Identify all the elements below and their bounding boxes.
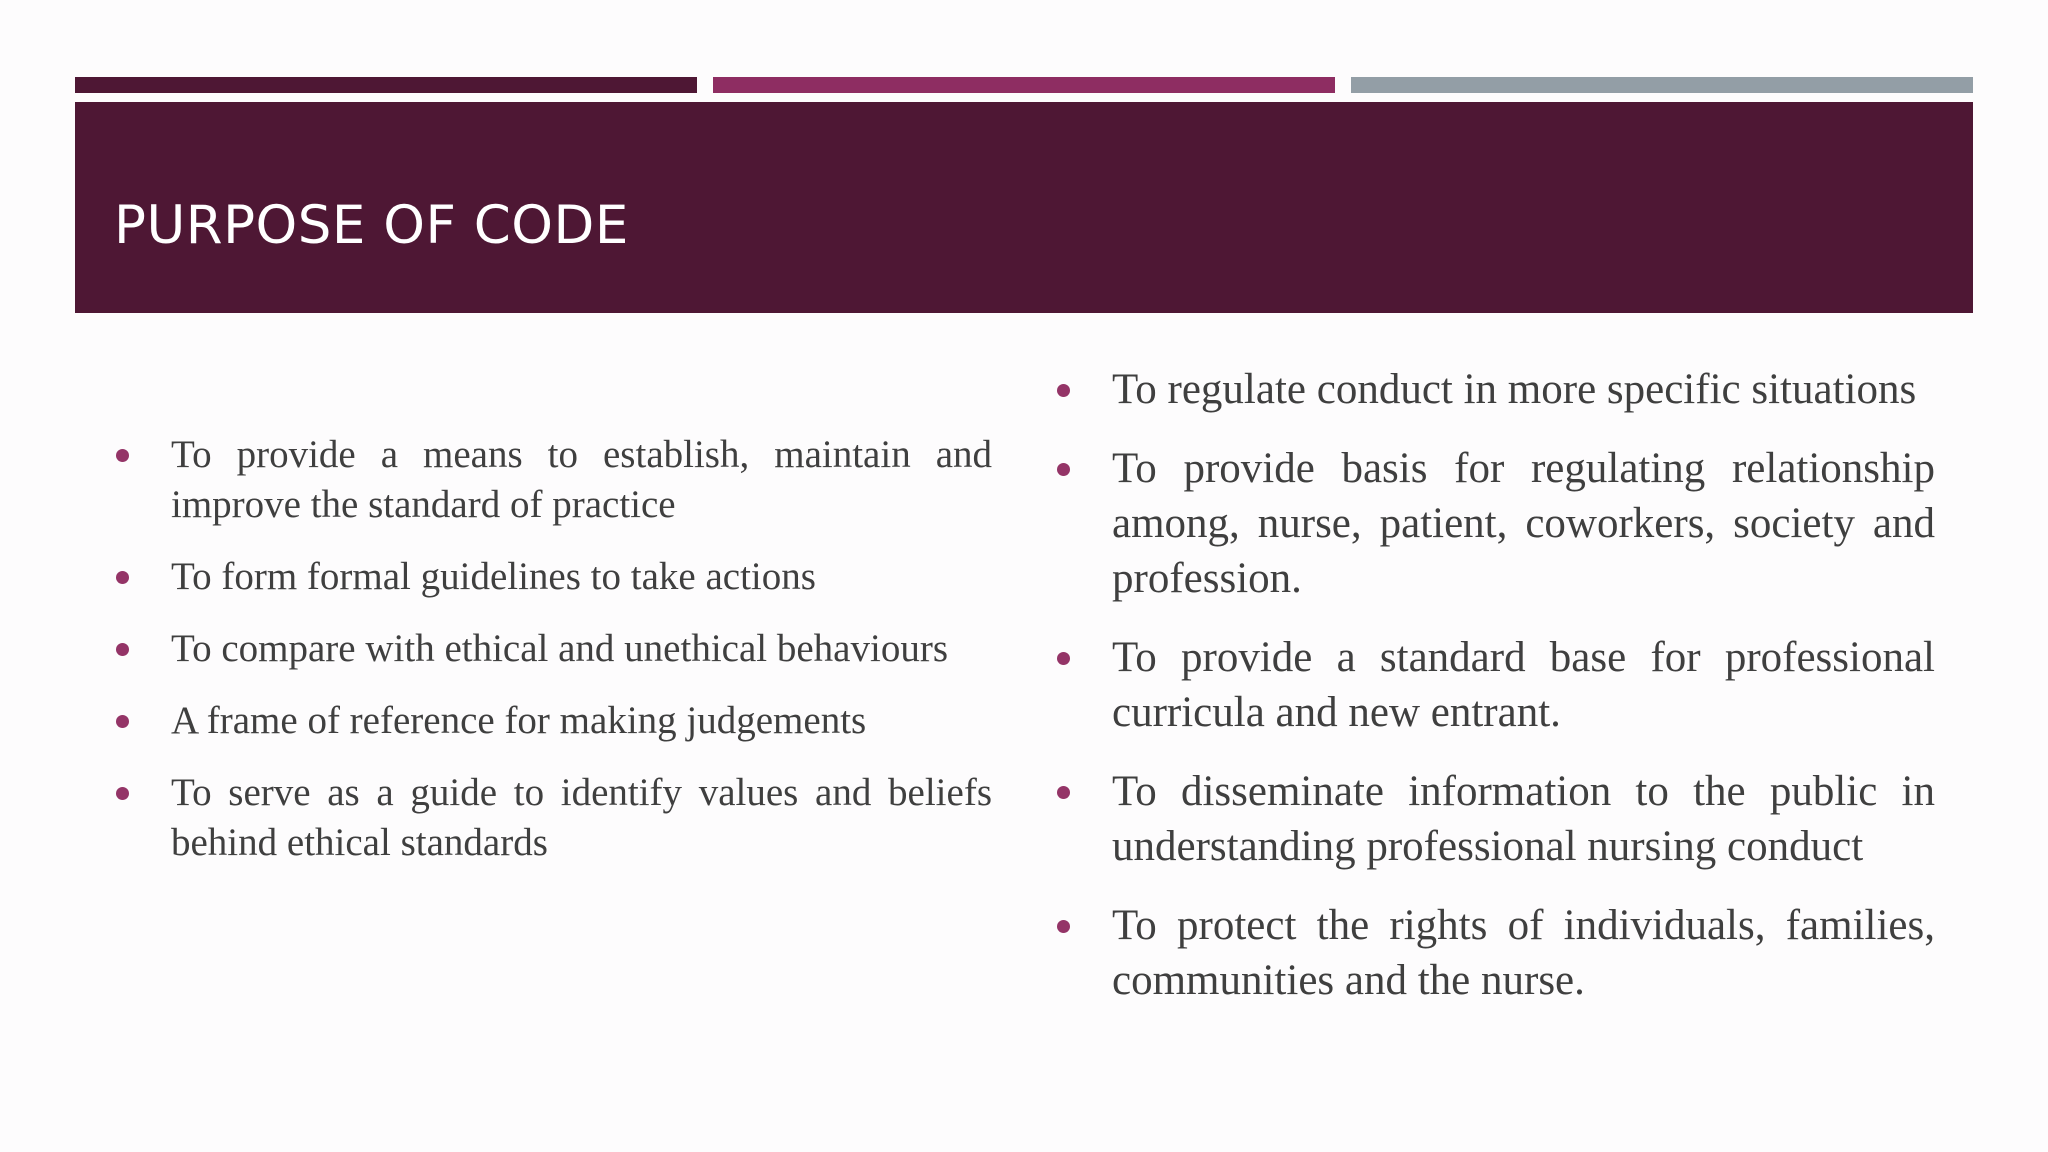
- bullet-text: To form formal guidelines to take actions: [171, 555, 816, 598]
- accent-bar-dark: [75, 77, 697, 93]
- bullet-text: To protect the rights of individuals, families, communities and the nurse.: [1112, 902, 1935, 1004]
- bullet-dot-icon: [116, 715, 129, 728]
- bullet-text: To disseminate information to the public in understanding professional nursing conduct: [1112, 768, 1935, 870]
- bullet-dot-icon: [1057, 652, 1070, 665]
- accent-bar-gray: [1351, 77, 1973, 93]
- bullet-dot-icon: [1057, 920, 1070, 933]
- bullet-item: [1053, 764, 1935, 874]
- bullet-text: To provide a standard base for professional curricula and new entrant.: [1112, 634, 1935, 736]
- bullet-item: [112, 624, 992, 674]
- bullet-text: To provide a means to establish, maintain and improve the standard of practice: [171, 433, 992, 526]
- bullet-item: [1053, 362, 1935, 417]
- title-band: [75, 102, 1973, 313]
- bullet-text: A frame of reference for making judgements: [171, 699, 867, 742]
- bullet-dot-icon: [1057, 786, 1070, 799]
- bullet-text: To serve as a guide to identify values and beliefs behind ethical standards: [171, 771, 992, 864]
- bullet-text: To compare with ethical and unethical behaviours: [171, 627, 948, 670]
- bullet-text: To provide basis for regulating relationship among, nurse, patient, coworkers, society and profession.: [1112, 445, 1935, 602]
- bullet-dot-icon: [1057, 384, 1070, 397]
- accent-bar-magenta: [713, 77, 1335, 93]
- left-bullet-list: [112, 430, 992, 890]
- bullet-item: [1053, 441, 1935, 606]
- bullet-dot-icon: [116, 643, 129, 656]
- bullet-dot-icon: [1057, 463, 1070, 476]
- bullet-dot-icon: [116, 787, 129, 800]
- right-bullet-list: [1053, 362, 1935, 1032]
- bullet-item: [1053, 898, 1935, 1008]
- slide-title: PURPOSE OF CODE: [114, 195, 629, 256]
- bullet-item: [1053, 630, 1935, 740]
- bullet-item: [112, 552, 992, 602]
- bullet-item: [112, 430, 992, 530]
- bullet-dot-icon: [116, 571, 129, 584]
- bullet-dot-icon: [116, 449, 129, 462]
- bullet-item: [112, 768, 992, 868]
- bullet-text: To regulate conduct in more specific situations: [1112, 366, 1917, 413]
- bullet-item: [112, 696, 992, 746]
